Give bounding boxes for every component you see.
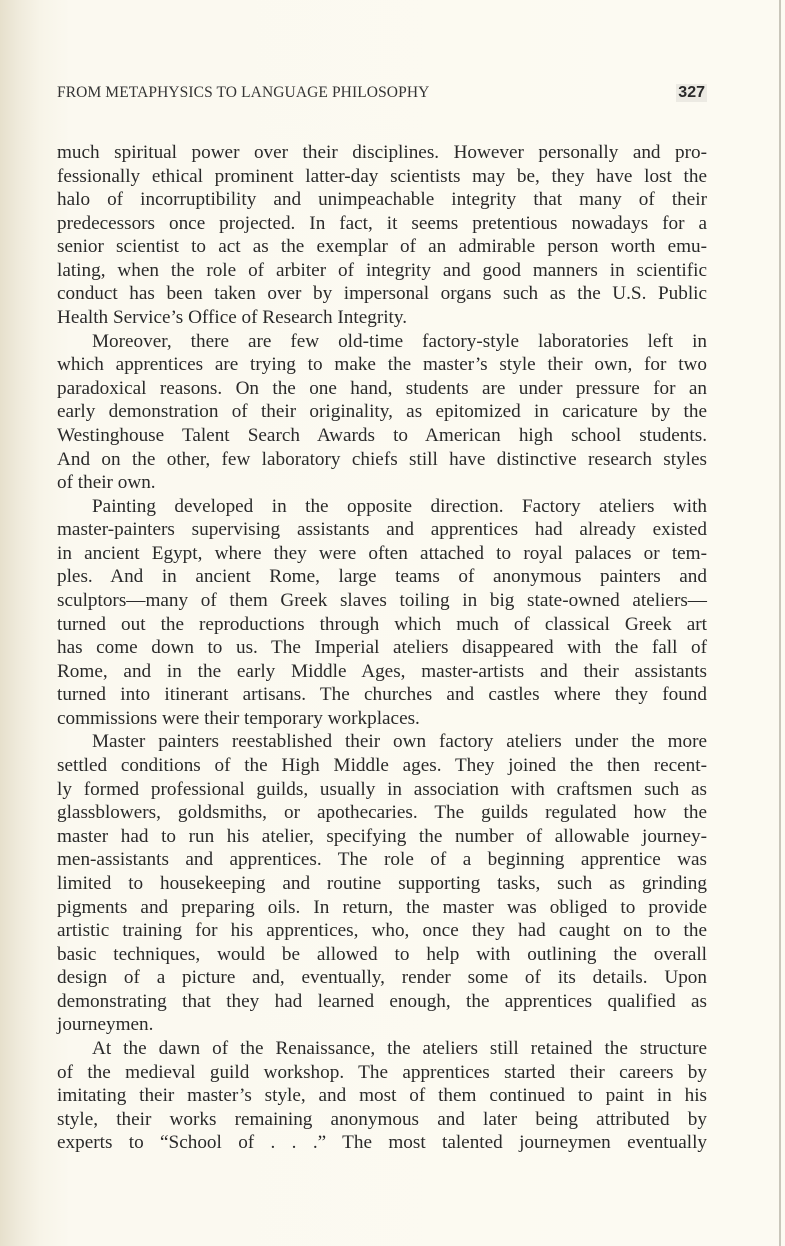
text-line: Rome, and in the early Middle Ages, master-artists and their assistants	[57, 660, 707, 682]
text-line: design of a picture and, eventually, render some of its details. Upon	[57, 967, 707, 989]
paragraph	[57, 730, 707, 1037]
text-line: commissions were their temporary workplaces.	[57, 707, 420, 729]
text-line: paradoxical reasons. On the one hand, students are under pressure for an	[57, 377, 707, 399]
text-line: Master painters reestablished their own factory ateliers under the more	[92, 731, 707, 753]
text-line: journeymen.	[57, 1014, 154, 1036]
text-line: fessionally ethical prominent latter-day scientists may be, they have lost the	[57, 165, 707, 187]
text-line: which apprentices are trying to make the master’s style their own, for two	[57, 354, 707, 376]
text-line: limited to housekeeping and routine supporting tasks, such as grinding	[57, 872, 707, 894]
text-line: master-painters supervising assistants and apprentices had already existed	[57, 519, 707, 541]
text-line: has come down to us. The Imperial ateliers disappeared with the fall of	[57, 637, 707, 659]
text-line: turned into itinerant artisans. The churches and castles where they found	[57, 684, 707, 706]
text-line: pigments and preparing oils. In return, the master was obliged to provide	[57, 896, 707, 918]
body-text	[57, 141, 707, 1155]
text-line: of their own.	[57, 472, 156, 494]
text-line: halo of incorruptibility and unimpeachable integrity that many of their	[57, 189, 707, 211]
paragraph	[57, 495, 707, 731]
text-line: master had to run his atelier, specifying the number of allowable journey-	[57, 825, 707, 847]
text-line: turned out the reproductions through which much of classical Greek art	[57, 613, 707, 635]
text-line: settled conditions of the High Middle ages. They joined the then recent-	[57, 755, 707, 777]
paragraph	[57, 1037, 707, 1155]
text-line: lating, when the role of arbiter of integrity and good manners in scientific	[57, 259, 707, 281]
text-line: And on the other, few laboratory chiefs still have distinctive research styles	[57, 448, 707, 470]
running-head-title: FROM METAPHYSICS TO LANGUAGE PHILOSOPHY	[57, 84, 430, 101]
text-line: At the dawn of the Renaissance, the ateliers still retained the structure	[92, 1037, 707, 1059]
text-line: early demonstration of their originality, as epitomized in caricature by the	[57, 401, 707, 423]
page-number: 327	[678, 84, 705, 101]
text-line: Moreover, there are few old-time factory-style laboratories left in	[92, 330, 707, 352]
paragraph	[57, 141, 707, 330]
text-line: men-assistants and apprentices. The role of a beginning apprentice was	[57, 849, 707, 871]
text-line: in ancient Egypt, where they were often attached to royal palaces or tem-	[57, 542, 707, 564]
text-line: imitating their master’s style, and most of them continued to paint in his	[57, 1085, 707, 1107]
text-line: senior scientist to act as the exemplar of an admirable person worth emu-	[57, 236, 707, 258]
paragraph	[57, 330, 707, 495]
text-line: basic techniques, would be allowed to help with outlining the overall	[57, 943, 707, 965]
text-line: Health Service’s Office of Research Integrity.	[57, 307, 408, 329]
text-line: glassblowers, goldsmiths, or apothecaries. The guilds regulated how the	[57, 802, 707, 824]
text-line: ly formed professional guilds, usually in association with craftsmen such as	[57, 778, 707, 800]
text-line: much spiritual power over their disciplines. However personally and pro-	[57, 142, 707, 163]
text-line: Painting developed in the opposite direction. Factory ateliers with	[92, 495, 707, 517]
text-line: demonstrating that they had learned enough, the apprentices qualified as	[57, 990, 707, 1012]
text-line: predecessors once projected. In fact, it seems pretentious nowadays for a	[57, 212, 707, 234]
running-header	[57, 84, 707, 106]
text-line: artistic training for his apprentices, who, once they had caught on to the	[57, 920, 707, 942]
text-line: of the medieval guild workshop. The apprentices started their careers by	[57, 1061, 707, 1083]
text-line: conduct has been taken over by impersonal organs such as the U.S. Public	[57, 283, 707, 305]
text-line: style, their works remaining anonymous and later being attributed by	[57, 1108, 707, 1130]
text-line: experts to “School of . . .” The most talented journeymen eventually	[57, 1132, 707, 1154]
text-line: ples. And in ancient Rome, large teams of anonymous painters and	[57, 566, 707, 588]
text-line: sculptors—many of them Greek slaves toiling in big state-owned ateliers—	[57, 589, 707, 611]
text-line: Westinghouse Talent Search Awards to American high school students.	[57, 424, 707, 446]
